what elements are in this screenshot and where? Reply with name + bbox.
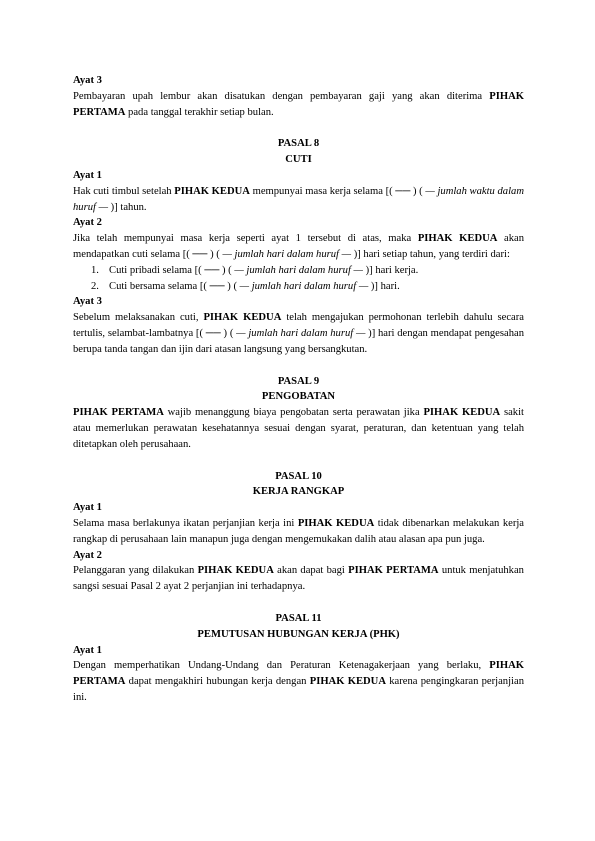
paragraph: Hak cuti timbul setelah PIHAK KEDUA mempunyai masa kerja selama [( ── ) ( — jumlah waktu dalam huruf — )] tahun. (73, 185, 524, 213)
pasal-number: PASAL 11 (275, 612, 322, 624)
list-item: 1. Cuti pribadi selama [( ── ) ( — jumlah hari dalam huruf — )] hari kerja. (91, 264, 419, 276)
ayat-heading: Ayat 1 (73, 644, 102, 656)
paragraph: Dengan memperhatikan Undang-Undang dan Peraturan Ketenagakerjaan yang berlaku, PIHAK PERTAMA dapat mengakhiri hubungan kerja dengan PIHAK KEDUA karena pengingkaran perjanjian ini. (73, 660, 524, 703)
paragraph: PIHAK PERTAMA wajib menanggung biaya pengobatan serta perawatan jika PIHAK KEDUA sakit atau memerlukan perawatan kesehatannya sesuai dengan syarat, peraturan, dan ketentuan yang telah ditetapkan oleh perusahaan. (73, 407, 524, 450)
ayat-heading: Ayat 2 (73, 217, 102, 229)
pasal-number: PASAL 10 (275, 470, 322, 482)
paragraph: Pelanggaran yang dilakukan PIHAK KEDUA akan dapat bagi PIHAK PERTAMA untuk menjatuhkan sangsi sesuai Pasal 2 ayat 2 perjanjian ini terhadapnya. (73, 565, 524, 593)
pasal-title: CUTI (285, 154, 312, 166)
ayat-heading: Ayat 3 (73, 296, 102, 308)
pasal-number: PASAL 9 (277, 375, 320, 387)
pasal-10 (73, 469, 524, 595)
ayat-heading: Ayat 3 (73, 75, 102, 86)
paragraph: Selama masa berlakunya ikatan perjanjian kerja ini PIHAK KEDUA tidak dibenarkan melakukan kerja rangkap di perusahaan lain manapun juga dengan mengemukakan dalih atau alasan apa pun juga. (73, 517, 524, 545)
pasal-number: PASAL 8 (277, 138, 320, 150)
paragraph: Sebelum melaksanakan cuti, PIHAK KEDUA telah mengajukan permohonan terlebih dahulu secara tertulis, selambat-lambatnya [( ── ) ( — jumlah hari dalam huruf — )] hari dengan mendapat pengesahan berupa tanda tangan dan ijin dari atasan langsung yang bersangkutan. (73, 312, 524, 355)
ayat-heading: Ayat 1 (73, 502, 102, 514)
pasal-8 (73, 136, 524, 357)
pasal-11 (73, 611, 524, 706)
paragraph: Pembayaran upah lembur akan disatukan dengan pembayaran gaji yang akan diterima PIHAK PERTAMA pada tanggal terakhir setiap bulan. (73, 90, 524, 118)
pasal-title: PENGOBATAN (261, 391, 336, 403)
pasal-9 (73, 374, 524, 453)
ayat-heading: Ayat 2 (73, 549, 102, 561)
pasal-title: KERJA RANGKAP (252, 486, 345, 498)
ayat-heading: Ayat 1 (73, 169, 102, 181)
list-item: 2. Cuti bersama selama [( ── ) ( — jumlah hari dalam huruf — )] hari. (91, 280, 400, 292)
pasal-title: PEMUTUSAN HUBUNGAN KERJA (PHK) (197, 628, 400, 640)
paragraph: Jika telah mempunyai masa kerja seperti ayat 1 tersebut di atas, maka PIHAK KEDUA akan mendapatkan cuti selama [( ── ) ( — jumlah hari dalam huruf — )] hari setiap tahun, yang terdiri dari: (73, 233, 525, 260)
